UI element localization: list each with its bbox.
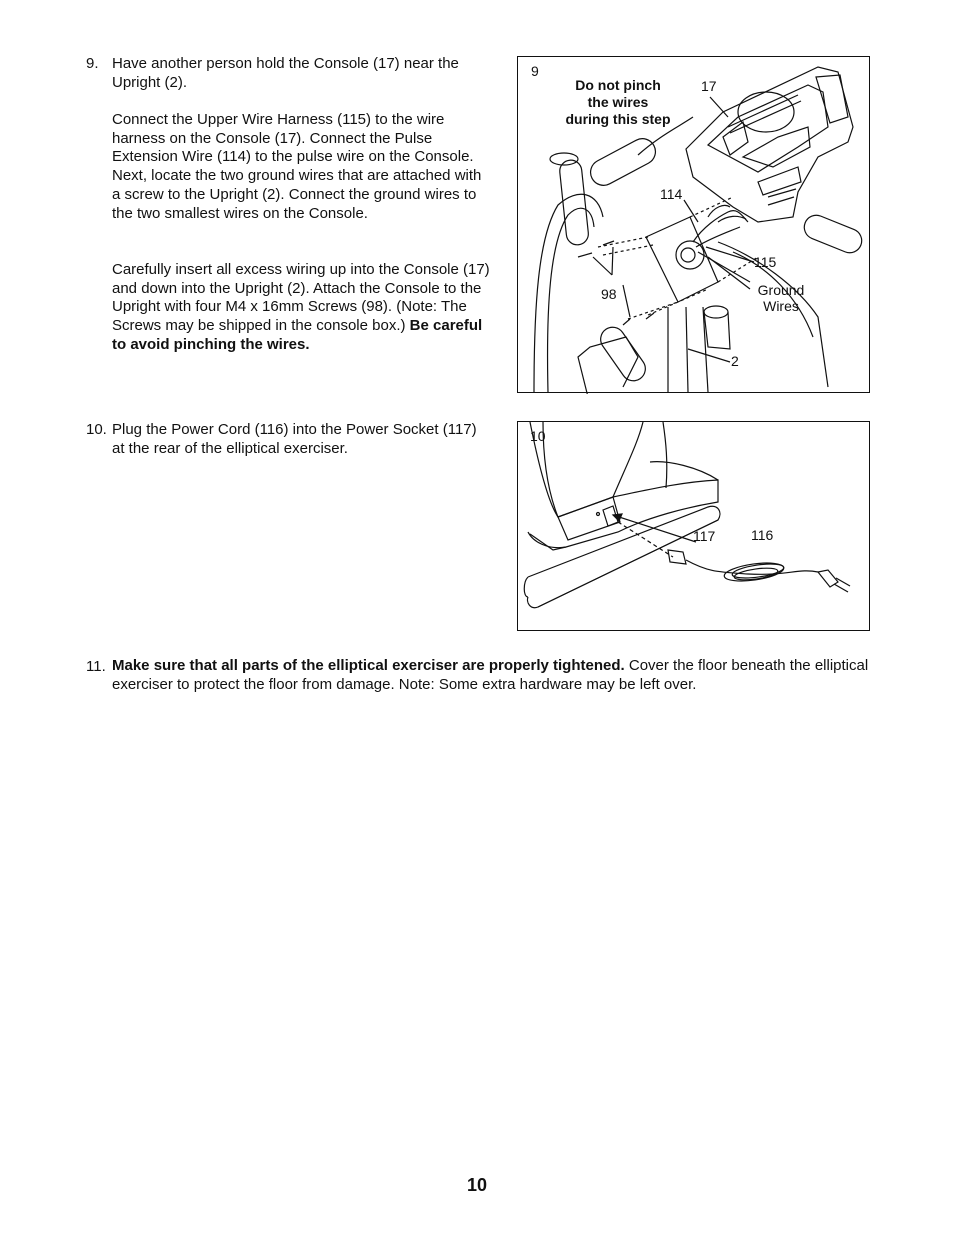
step-11-text: Cover the floor beneath the elliptical exerciser to protect the floor from damage. Note: Some extra hardware may be left over. [112, 657, 869, 693]
figure-10-label-117: 117 [693, 528, 716, 544]
figure-9-label-98: 98 [601, 286, 617, 302]
figure-9-label-ground-line-2: Wires [763, 298, 799, 314]
step-9-number: 9. [86, 55, 99, 72]
step-10-number: 10. [86, 421, 107, 438]
figure-9-label-17: 17 [701, 78, 717, 94]
figure-9-label-2: 2 [731, 353, 739, 369]
page-number: 10 [466, 1175, 488, 1195]
step-9-paragraph-3-text: Carefully insert all excess wiring up into the Console (17) and down into the Upright (2). Attach the Console to the Upright with four M4 x 16mm Screws (98). (Note: The Screws may be shipped in the console box.) [112, 261, 490, 335]
step-9-paragraph-1: Have another person hold the Console (17) near the Upright (2). [112, 55, 459, 91]
step-11-bold-text: Make sure that all parts of the elliptical exerciser are properly tightened. [112, 657, 625, 674]
figure-10-label-116: 116 [751, 527, 774, 543]
figure-10-illustration [518, 422, 871, 632]
figure-9 [517, 56, 870, 393]
figure-10 [517, 421, 870, 631]
figure-9-number: 9 [531, 63, 539, 79]
figure-9-label-114: 114 [660, 186, 683, 202]
step-9-warning-text: Be careful to avoid pinching the wires. [112, 317, 483, 353]
figure-9-warning-line-3: during this step [565, 111, 671, 127]
figure-9-label-115: 115 [754, 254, 777, 270]
step-10-paragraph-1: Plug the Power Cord (116) into the Power Socket (117) at the rear of the elliptical exerciser. [112, 421, 477, 457]
figure-9-label-ground-wires [751, 282, 811, 314]
figure-10-number: 10 [530, 428, 546, 444]
figure-9-warning [553, 77, 683, 128]
figure-9-warning-line-1: Do not pinch [575, 77, 661, 93]
figure-9-warning-line-2: the wires [587, 94, 649, 110]
step-11-number: 11. [86, 658, 106, 675]
step-11-paragraph [112, 657, 872, 694]
step-9-paragraph-2: Connect the Upper Wire Harness (115) to the wire harness on the Console (17). Connect the Pulse Extension Wire (114) to the pulse wire on the Console. Next, locate the two ground wires that are attached with a screw to the Upright (2). Connect the ground wires to the two smallest wires on the Console. [112, 111, 482, 222]
step-9-paragraph-3 [112, 261, 494, 355]
figure-9-label-ground-line-1: Ground [757, 282, 805, 298]
